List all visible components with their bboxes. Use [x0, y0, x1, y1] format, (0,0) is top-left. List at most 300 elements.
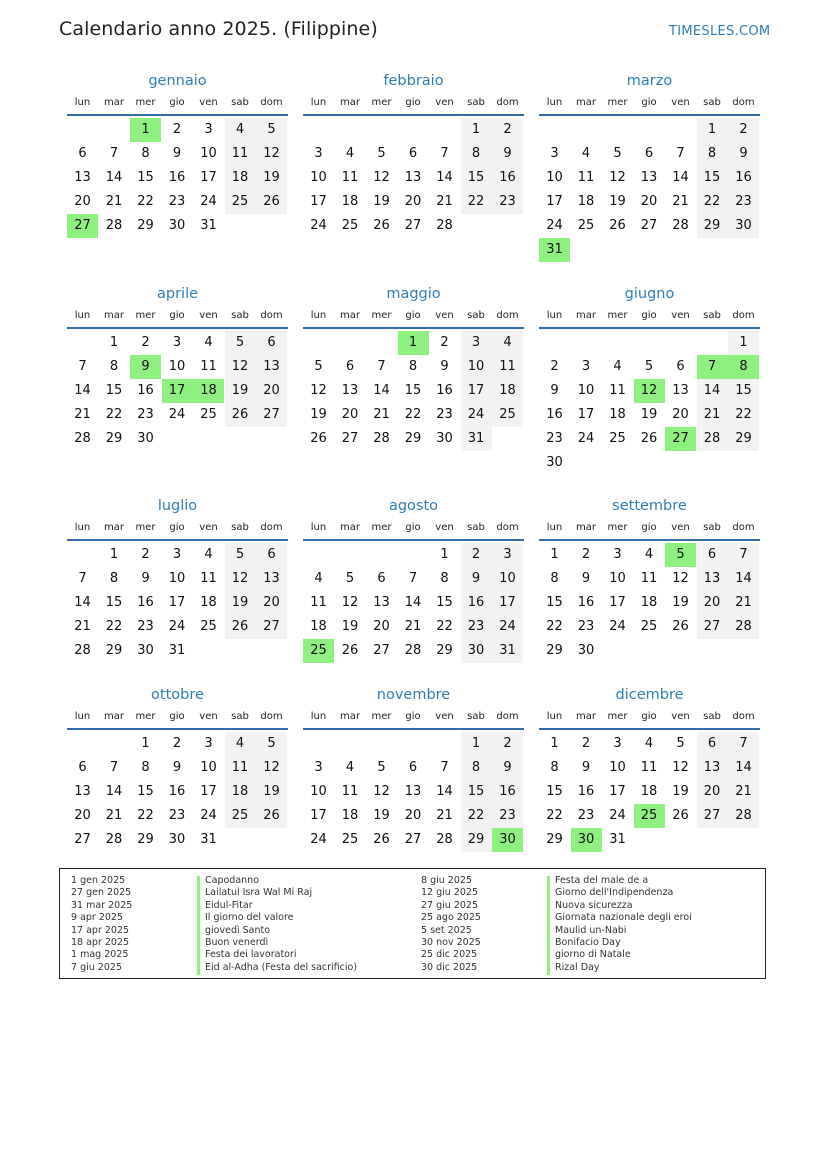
- day-cell: 27: [697, 804, 728, 828]
- day-cell: 25: [200, 619, 217, 634]
- legend-entry: 27 giu 2025: [421, 899, 478, 911]
- day-cell: 28: [105, 832, 123, 847]
- weekday-header: ven: [199, 310, 218, 321]
- day-cell: 10: [200, 760, 217, 775]
- weekday-header: dom: [496, 97, 519, 108]
- weekday-header: mar: [104, 522, 124, 533]
- day-cell: 6: [377, 571, 386, 586]
- day-cell: 7: [408, 571, 418, 586]
- day-cell: 8: [461, 142, 492, 166]
- weekday-header: sab: [231, 522, 249, 533]
- legend-entry: 30 nov 2025: [421, 936, 481, 948]
- month-header-rule: [67, 728, 288, 730]
- day-cell: 31: [609, 832, 626, 847]
- day-cell: 15: [105, 595, 123, 610]
- day-cell: 23: [461, 615, 492, 639]
- day-cell: 8: [141, 760, 150, 775]
- legend-entry: Rizal Day: [555, 961, 600, 973]
- day-cell: 19: [373, 808, 390, 823]
- day-cell: 22: [461, 190, 492, 214]
- day-cell: 16: [577, 784, 595, 799]
- day-cell: 6: [408, 146, 418, 161]
- day-cell: 23: [168, 194, 186, 209]
- day-cell: 24: [609, 619, 626, 634]
- day-cell: 25: [225, 804, 256, 828]
- day-cell: 7: [78, 359, 87, 374]
- day-cell: 11: [200, 571, 217, 586]
- holiday-day-cell: 30: [571, 828, 602, 852]
- day-cell: 12: [373, 784, 390, 799]
- day-cell: 26: [373, 832, 390, 847]
- day-cell: 4: [644, 736, 654, 751]
- day-cell: 3: [581, 359, 591, 374]
- holiday-day-cell: 17: [162, 379, 193, 403]
- day-cell: 13: [697, 567, 728, 591]
- day-cell: 4: [644, 547, 654, 562]
- day-cell: 26: [341, 643, 359, 658]
- legend-entry: 9 apr 2025: [71, 912, 124, 924]
- weekday-header: mer: [371, 522, 392, 533]
- day-cell: 6: [676, 359, 685, 374]
- legend-entry: 5 set 2025: [421, 924, 472, 936]
- day-cell: 28: [74, 643, 91, 658]
- day-cell: 1: [109, 335, 119, 350]
- legend-entry: 27 gen 2025: [71, 887, 132, 899]
- day-cell: 22: [546, 808, 563, 823]
- day-cell: 17: [609, 784, 626, 799]
- weekday-header: mer: [607, 310, 628, 321]
- weekday-header: ven: [199, 522, 218, 533]
- day-cell: 14: [105, 170, 123, 185]
- day-cell: 9: [550, 383, 559, 398]
- day-cell: 3: [172, 547, 182, 562]
- day-cell: 1: [697, 118, 728, 142]
- day-cell: 21: [74, 619, 91, 634]
- holiday-legend: [59, 868, 766, 979]
- day-cell: 30: [137, 431, 154, 446]
- day-cell: 27: [373, 643, 390, 658]
- day-cell: 3: [461, 331, 492, 355]
- day-cell: 2: [728, 118, 759, 142]
- day-cell: 3: [204, 736, 213, 751]
- legend-entry: Bonifacio Day: [555, 936, 621, 948]
- day-cell: 6: [256, 543, 287, 567]
- day-cell: 26: [225, 403, 256, 427]
- holiday-day-cell: 9: [130, 355, 161, 379]
- day-cell: 12: [310, 383, 327, 398]
- day-cell: 18: [609, 407, 626, 422]
- weekday-header: mer: [135, 522, 156, 533]
- day-cell: 11: [200, 359, 217, 374]
- weekday-header: mer: [135, 97, 156, 108]
- weekday-header: dom: [260, 711, 283, 722]
- day-cell: 24: [546, 218, 563, 233]
- day-cell: 22: [728, 403, 759, 427]
- day-cell: 19: [609, 194, 626, 209]
- day-cell: 11: [577, 170, 595, 185]
- day-cell: 8: [109, 359, 119, 374]
- day-cell: 20: [672, 407, 689, 422]
- weekday-header: ven: [435, 310, 454, 321]
- day-cell: 4: [581, 146, 591, 161]
- day-cell: 19: [225, 591, 256, 615]
- day-cell: 3: [314, 146, 323, 161]
- day-cell: 27: [256, 615, 287, 639]
- day-cell: 24: [168, 407, 186, 422]
- day-cell: 8: [461, 756, 492, 780]
- day-cell: 23: [577, 619, 595, 634]
- day-cell: 27: [74, 832, 91, 847]
- day-cell: 20: [697, 591, 728, 615]
- day-cell: 10: [609, 760, 626, 775]
- day-cell: 27: [404, 832, 422, 847]
- day-cell: 2: [581, 736, 591, 751]
- day-cell: 26: [373, 218, 390, 233]
- day-cell: 12: [341, 595, 359, 610]
- day-cell: 7: [78, 571, 87, 586]
- legend-entry: Lailatul Isra Wal Mi Raj: [205, 887, 313, 899]
- day-cell: 31: [168, 643, 186, 658]
- day-cell: 3: [613, 547, 622, 562]
- weekday-header: mar: [340, 522, 360, 533]
- month-header-rule: [539, 327, 760, 329]
- day-cell: 5: [644, 359, 654, 374]
- weekday-header: ven: [199, 711, 218, 722]
- day-cell: 25: [609, 431, 626, 446]
- day-cell: 8: [141, 146, 150, 161]
- day-cell: 22: [137, 194, 154, 209]
- weekday-header: dom: [732, 310, 755, 321]
- day-cell: 10: [310, 170, 327, 185]
- day-cell: 20: [404, 194, 422, 209]
- weekday-header: gio: [641, 310, 657, 321]
- holiday-day-cell: 30: [492, 828, 523, 852]
- legend-marker-left: [197, 876, 200, 975]
- day-cell: 15: [461, 780, 492, 804]
- month-aprile: [67, 286, 288, 486]
- month-name: ottobre: [151, 687, 204, 703]
- weekday-header: mer: [135, 711, 156, 722]
- day-cell: 27: [256, 403, 287, 427]
- weekday-header: sab: [467, 522, 485, 533]
- holiday-day-cell: 8: [728, 355, 759, 379]
- day-cell: 30: [168, 218, 186, 233]
- month-novembre: [303, 687, 524, 887]
- legend-entry: 25 dic 2025: [421, 949, 478, 961]
- day-cell: 8: [697, 142, 728, 166]
- brand-link[interactable]: TIMESLES.COM: [669, 24, 771, 39]
- day-cell: 8: [440, 571, 449, 586]
- weekday-header: gio: [641, 97, 657, 108]
- day-cell: 25: [577, 218, 595, 233]
- day-cell: 14: [728, 756, 759, 780]
- day-cell: 9: [492, 756, 523, 780]
- day-cell: 26: [672, 808, 689, 823]
- holiday-day-cell: 27: [665, 427, 696, 451]
- day-cell: 11: [640, 760, 658, 775]
- day-cell: 5: [377, 760, 386, 775]
- weekday-header: mer: [371, 310, 392, 321]
- day-cell: 16: [492, 780, 523, 804]
- day-cell: 23: [577, 808, 595, 823]
- month-dicembre: [539, 687, 760, 887]
- weekday-header: lun: [546, 522, 563, 533]
- weekday-header: dom: [496, 522, 519, 533]
- weekday-header: dom: [496, 711, 519, 722]
- day-cell: 23: [137, 619, 154, 634]
- weekday-header: lun: [74, 310, 91, 321]
- day-cell: 18: [225, 166, 256, 190]
- weekday-header: gio: [169, 97, 185, 108]
- day-cell: 31: [492, 639, 523, 663]
- day-cell: 16: [436, 383, 453, 398]
- day-cell: 22: [436, 619, 453, 634]
- day-cell: 28: [74, 431, 91, 446]
- weekday-header: lun: [310, 310, 327, 321]
- day-cell: 15: [728, 379, 759, 403]
- weekday-header: mer: [607, 522, 628, 533]
- month-marzo: [539, 73, 760, 273]
- day-cell: 14: [105, 784, 123, 799]
- day-cell: 20: [697, 780, 728, 804]
- day-cell: 25: [341, 832, 359, 847]
- weekday-header: mar: [576, 97, 596, 108]
- day-cell: 10: [310, 784, 327, 799]
- day-cell: 23: [546, 431, 563, 446]
- day-cell: 17: [310, 808, 327, 823]
- weekday-header: ven: [671, 97, 690, 108]
- weekday-header: sab: [467, 310, 485, 321]
- weekday-header: gio: [169, 310, 185, 321]
- weekday-header: dom: [732, 711, 755, 722]
- day-cell: 27: [404, 218, 422, 233]
- legend-entry: 25 ago 2025: [421, 912, 481, 924]
- day-cell: 16: [168, 784, 186, 799]
- day-cell: 7: [109, 760, 119, 775]
- weekday-header: sab: [231, 310, 249, 321]
- month-header-rule: [303, 728, 524, 730]
- holiday-day-cell: 5: [665, 543, 696, 567]
- legend-entry: 1 mag 2025: [71, 949, 129, 961]
- weekday-header: mar: [576, 711, 596, 722]
- day-cell: 17: [200, 784, 217, 799]
- day-cell: 21: [728, 780, 759, 804]
- weekday-header: lun: [310, 97, 327, 108]
- day-cell: 10: [609, 571, 626, 586]
- day-cell: 28: [672, 218, 689, 233]
- month-luglio: [67, 498, 288, 698]
- day-cell: 13: [404, 784, 422, 799]
- day-cell: 19: [256, 780, 287, 804]
- day-cell: 25: [341, 218, 359, 233]
- day-cell: 28: [728, 804, 759, 828]
- day-cell: 15: [546, 784, 563, 799]
- day-cell: 29: [105, 431, 123, 446]
- day-cell: 20: [341, 407, 359, 422]
- day-cell: 21: [672, 194, 689, 209]
- day-cell: 11: [310, 595, 327, 610]
- day-cell: 1: [550, 736, 559, 751]
- month-header-rule: [303, 114, 524, 116]
- month-header-rule: [67, 539, 288, 541]
- weekday-header: mer: [371, 711, 392, 722]
- day-cell: 9: [172, 760, 182, 775]
- legend-entry: Nuova sicurezza: [555, 899, 633, 911]
- weekday-header: ven: [671, 522, 690, 533]
- day-cell: 21: [74, 407, 91, 422]
- day-cell: 5: [314, 359, 323, 374]
- weekday-header: ven: [435, 97, 454, 108]
- day-cell: 16: [137, 595, 154, 610]
- weekday-header: lun: [546, 310, 563, 321]
- day-cell: 11: [341, 170, 359, 185]
- weekday-header: gio: [169, 522, 185, 533]
- month-header-rule: [539, 539, 760, 541]
- day-cell: 8: [550, 571, 559, 586]
- day-cell: 6: [697, 543, 728, 567]
- day-cell: 29: [461, 828, 492, 852]
- holiday-day-cell: 7: [697, 355, 728, 379]
- day-cell: 2: [172, 122, 182, 137]
- day-cell: 26: [672, 619, 689, 634]
- holiday-day-cell: 27: [67, 214, 98, 238]
- weekday-header: gio: [641, 522, 657, 533]
- day-cell: 6: [256, 331, 287, 355]
- day-cell: 19: [310, 407, 327, 422]
- day-cell: 2: [141, 547, 150, 562]
- day-cell: 20: [74, 194, 91, 209]
- day-cell: 1: [141, 736, 150, 751]
- weekday-header: mer: [371, 97, 392, 108]
- day-cell: 13: [74, 170, 91, 185]
- day-cell: 17: [200, 170, 217, 185]
- month-header-rule: [539, 728, 760, 730]
- holiday-day-cell: 1: [130, 118, 161, 142]
- day-cell: 14: [672, 170, 689, 185]
- day-cell: 18: [341, 808, 359, 823]
- day-cell: 17: [310, 194, 327, 209]
- day-cell: 29: [436, 643, 453, 658]
- legend-marker-right: [547, 876, 550, 975]
- day-cell: 30: [436, 431, 453, 446]
- day-cell: 29: [404, 431, 422, 446]
- day-cell: 13: [640, 170, 658, 185]
- day-cell: 26: [609, 218, 626, 233]
- day-cell: 14: [404, 595, 422, 610]
- day-cell: 18: [640, 784, 658, 799]
- day-cell: 2: [461, 543, 492, 567]
- day-cell: 27: [697, 615, 728, 639]
- day-cell: 19: [341, 619, 359, 634]
- day-cell: 12: [672, 760, 689, 775]
- day-cell: 10: [200, 146, 217, 161]
- month-name: giugno: [624, 286, 675, 302]
- weekday-header: gio: [405, 711, 421, 722]
- holiday-day-cell: 31: [539, 238, 570, 262]
- weekday-header: lun: [74, 97, 91, 108]
- weekday-header: dom: [496, 310, 519, 321]
- day-cell: 5: [225, 543, 256, 567]
- day-cell: 27: [341, 431, 359, 446]
- day-cell: 4: [225, 732, 256, 756]
- day-cell: 24: [310, 218, 327, 233]
- weekday-header: mar: [576, 310, 596, 321]
- day-cell: 13: [74, 784, 91, 799]
- legend-left-dates: [71, 875, 132, 974]
- day-cell: 4: [613, 359, 622, 374]
- day-cell: 30: [137, 643, 154, 658]
- day-cell: 6: [408, 760, 418, 775]
- day-cell: 14: [697, 379, 728, 403]
- day-cell: 19: [672, 595, 689, 610]
- weekday-header: mer: [135, 310, 156, 321]
- day-cell: 15: [105, 383, 123, 398]
- legend-entry: giovedì Santo: [205, 924, 271, 936]
- day-cell: 11: [492, 355, 523, 379]
- day-cell: 4: [492, 331, 523, 355]
- day-cell: 22: [461, 804, 492, 828]
- day-cell: 29: [137, 218, 154, 233]
- day-cell: 13: [697, 756, 728, 780]
- weekday-header: sab: [703, 97, 721, 108]
- day-cell: 1: [461, 118, 492, 142]
- month-name: aprile: [156, 286, 199, 302]
- day-cell: 29: [137, 832, 154, 847]
- day-cell: 4: [345, 146, 355, 161]
- day-cell: 3: [613, 736, 622, 751]
- day-cell: 2: [141, 335, 150, 350]
- day-cell: 23: [168, 808, 186, 823]
- day-cell: 20: [373, 619, 390, 634]
- day-cell: 19: [672, 784, 689, 799]
- day-cell: 17: [577, 407, 595, 422]
- day-cell: 12: [373, 170, 390, 185]
- day-cell: 5: [377, 146, 386, 161]
- day-cell: 7: [440, 760, 449, 775]
- day-cell: 2: [440, 335, 449, 350]
- month-name: novembre: [376, 687, 451, 703]
- day-cell: 24: [200, 194, 217, 209]
- day-cell: 13: [404, 170, 422, 185]
- day-cell: 30: [461, 639, 492, 663]
- day-cell: 20: [256, 591, 287, 615]
- weekday-header: mer: [607, 711, 628, 722]
- day-cell: 19: [256, 166, 287, 190]
- day-cell: 23: [137, 407, 154, 422]
- legend-entry: Giorno dell'Indipendenza: [555, 887, 674, 899]
- day-cell: 12: [609, 170, 626, 185]
- day-cell: 17: [461, 379, 492, 403]
- holiday-day-cell: 12: [634, 379, 665, 403]
- day-cell: 10: [168, 359, 186, 374]
- day-cell: 3: [314, 760, 323, 775]
- day-cell: 6: [345, 359, 355, 374]
- day-cell: 25: [225, 190, 256, 214]
- day-cell: 29: [105, 643, 123, 658]
- day-cell: 16: [492, 166, 523, 190]
- day-cell: 21: [373, 407, 390, 422]
- weekday-header: sab: [703, 711, 721, 722]
- month-febbraio: [303, 73, 524, 273]
- legend-entry: 30 dic 2025: [421, 961, 478, 973]
- day-cell: 4: [345, 760, 355, 775]
- day-cell: 23: [492, 804, 523, 828]
- day-cell: 7: [728, 732, 759, 756]
- day-cell: 14: [728, 567, 759, 591]
- day-cell: 15: [546, 595, 563, 610]
- weekday-header: dom: [260, 97, 283, 108]
- day-cell: 4: [225, 118, 256, 142]
